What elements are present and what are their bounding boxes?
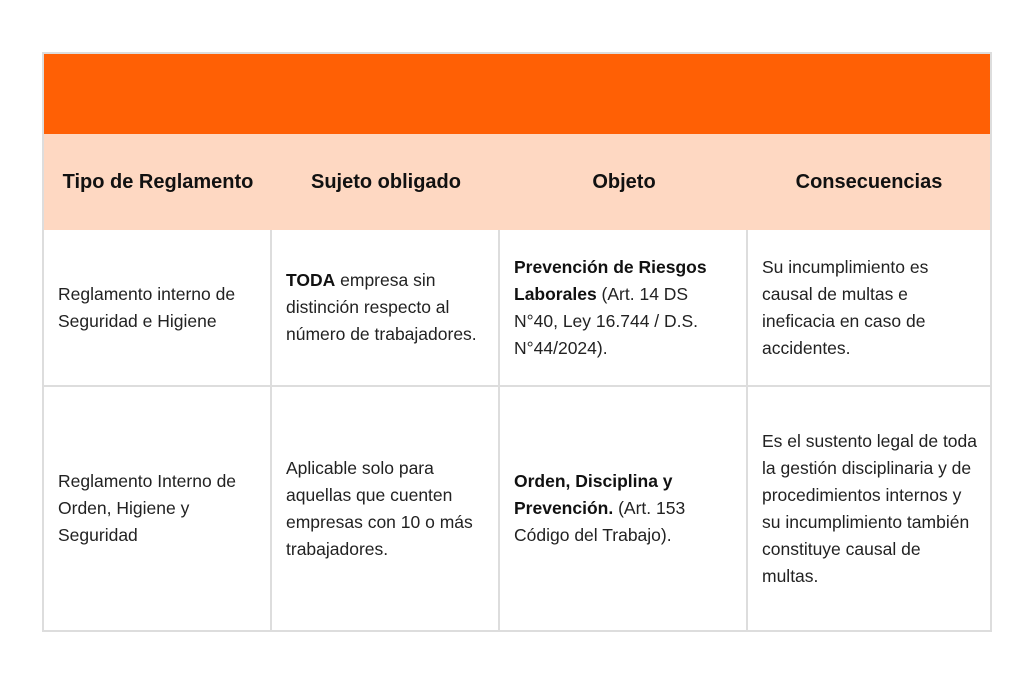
table-banner (44, 54, 990, 134)
cell-tipo (44, 230, 272, 385)
cell-tipo-text: Reglamento interno de Seguridad e Higiene (58, 283, 236, 331)
cell-objeto-text: (Art. 153 Código del Trabajo). (514, 498, 686, 545)
cell-sujeto (272, 385, 500, 630)
cell-objeto-bold: Orden, Disciplina y Prevención. (514, 471, 673, 518)
cell-sujeto-text: Aplicable solo para aquellas que cuenten empresas con 10 o más trabajadores. (286, 457, 473, 559)
cell-tipo-text: Reglamento Interno de Orden, Higiene y Seguridad (58, 471, 237, 545)
cell-objeto-text: (Art. 14 DS N°40, Ley 16.744 / D.S. N°44/2024). (514, 283, 699, 358)
regulations-table (42, 52, 992, 632)
cell-consecuencias (748, 230, 990, 385)
cell-consecuencias (748, 385, 990, 630)
cell-objeto (500, 230, 748, 385)
header-tipo: Tipo de Reglamento (62, 171, 254, 193)
header-consecuencias: Consecuencias (795, 171, 943, 193)
cell-sujeto-text: empresa sin distinción respecto al número de trabajadores. (286, 270, 477, 344)
cell-objeto-bold: Prevención de Riesgos Laborales (514, 256, 707, 304)
table-row (44, 230, 990, 385)
cell-sujeto (272, 230, 500, 385)
cell-sujeto-bold: TODA (286, 270, 336, 290)
header-objeto: Objeto (592, 171, 656, 193)
cell-tipo (44, 385, 272, 630)
table-row (44, 385, 990, 630)
cell-objeto (500, 385, 748, 630)
cell-consecuencias-text: Es el sustento legal de toda la gestión disciplinaria y de procedimientos internos y su incumplimiento también constituye causal de multas. (762, 430, 978, 586)
header-sujeto: Sujeto obligado (311, 171, 461, 193)
cell-consecuencias-text: Su incumplimiento es causal de multas e ineficacia en caso de accidentes. (762, 256, 929, 358)
table-header-row (44, 134, 990, 230)
